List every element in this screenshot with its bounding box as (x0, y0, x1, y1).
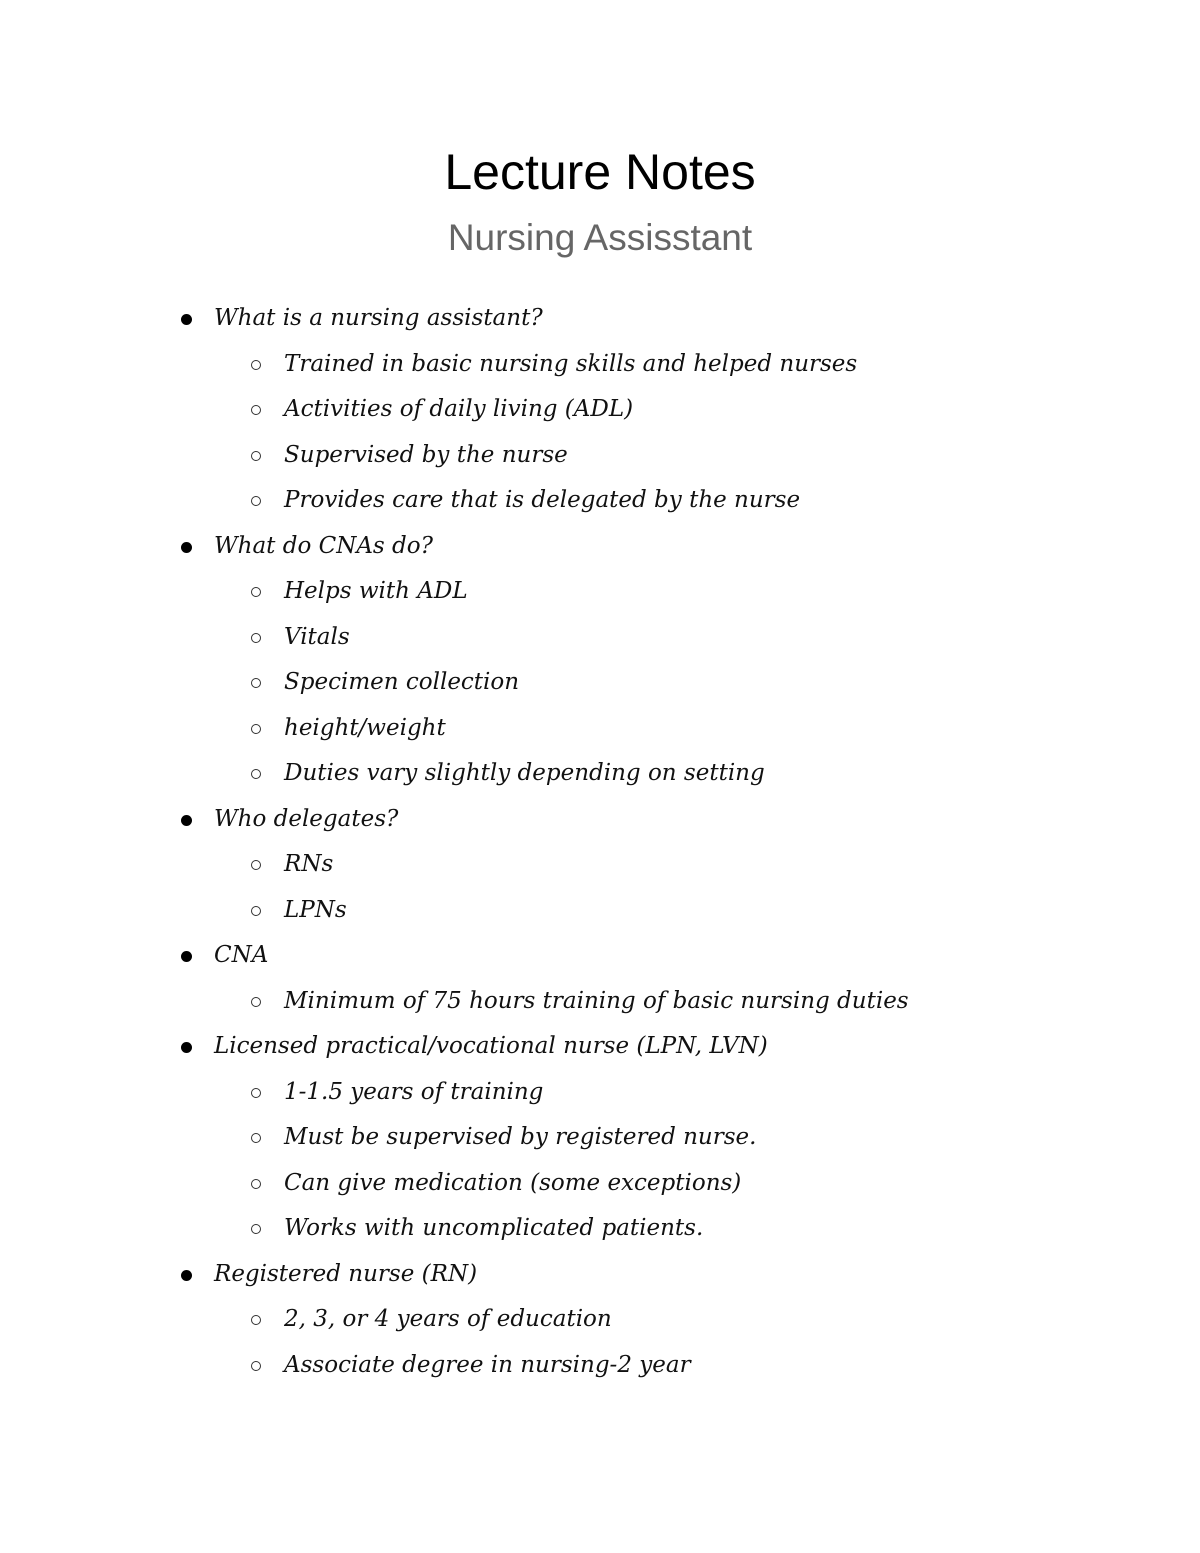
bullet-circle-icon (251, 451, 261, 461)
sub-list-item (0, 1161, 1200, 1207)
point-text: Vitals (284, 623, 350, 650)
bullet-circle-icon (251, 1224, 261, 1234)
page-subtitle: Nursing Assisstant (447, 217, 753, 258)
sub-list-item (0, 706, 1200, 752)
sub-list-item (0, 1343, 1200, 1389)
bullet-circle-icon (251, 724, 261, 734)
point-text: Specimen collection (284, 669, 520, 695)
list-item (0, 524, 1200, 570)
bullet-circle-icon (251, 360, 261, 370)
sub-list-item (0, 842, 1200, 888)
sub-list-item (0, 979, 1200, 1025)
sub-list-item (0, 888, 1200, 934)
point-text: 2, 3, or 4 years of education (284, 1306, 612, 1332)
list-item (0, 1252, 1200, 1298)
point-text: Provides care that is delegated by the nurse (284, 487, 801, 513)
sub-list-item (0, 1070, 1200, 1116)
list-item (0, 1024, 1200, 1070)
section-heading: Registered nurse (RN) (214, 1260, 478, 1287)
point-text: Trained in basic nursing skills and helped nurses (284, 350, 858, 377)
section (0, 1024, 1200, 1252)
bullet-circle-icon (251, 405, 261, 415)
section-heading: CNA (214, 942, 269, 968)
bullet-circle-icon (251, 1179, 261, 1189)
sub-list (0, 342, 1200, 524)
bullet-circle-icon (251, 633, 261, 643)
bullet-circle-icon (251, 678, 261, 688)
sub-list (0, 1070, 1200, 1252)
point-text: RNs (284, 851, 334, 877)
bullet-circle-icon (251, 997, 261, 1007)
sub-list-item (0, 342, 1200, 388)
sub-list-item (0, 660, 1200, 706)
point-text: Can give medication (some exceptions) (284, 1169, 742, 1196)
sub-list-item (0, 1115, 1200, 1161)
sub-list-item (0, 433, 1200, 479)
list-item (0, 797, 1200, 843)
sub-list-item (0, 1297, 1200, 1343)
bullet-disc-icon (181, 951, 192, 962)
bullet-circle-icon (251, 496, 261, 506)
bullet-circle-icon (251, 1088, 261, 1098)
section-heading: Who delegates? (214, 805, 399, 832)
point-text: Duties vary slightly depending on setting (284, 760, 765, 786)
sub-list-item (0, 615, 1200, 661)
section-heading: Licensed practical/vocational nurse (LPN, LVN) (214, 1033, 768, 1059)
sub-list-item (0, 569, 1200, 615)
sub-list-item (0, 1206, 1200, 1252)
bullet-circle-icon (251, 906, 261, 916)
notes-list (0, 296, 1200, 1388)
point-text: Works with uncomplicated patients. (284, 1215, 704, 1241)
list-item (0, 296, 1200, 342)
section-heading: What is a nursing assistant? (214, 305, 543, 331)
page-title: Lecture Notes (444, 144, 756, 200)
point-text: height/weight (284, 714, 446, 741)
list-item (0, 933, 1200, 979)
point-text: Minimum of 75 hours training of basic nursing duties (284, 987, 909, 1014)
sub-list-item (0, 751, 1200, 797)
bullet-circle-icon (251, 1315, 261, 1325)
bullet-disc-icon (181, 1270, 192, 1281)
point-text: Activities of daily living (ADL) (284, 396, 634, 422)
section (0, 296, 1200, 524)
sub-list-item (0, 387, 1200, 433)
section (0, 797, 1200, 934)
bullet-circle-icon (251, 1133, 261, 1143)
section-heading: What do CNAs do? (214, 532, 433, 559)
sub-list (0, 1297, 1200, 1388)
section (0, 933, 1200, 1024)
sub-list (0, 979, 1200, 1025)
bullet-disc-icon (181, 314, 192, 325)
bullet-circle-icon (251, 769, 261, 779)
point-text: Helps with ADL (284, 578, 468, 604)
point-text: Supervised by the nurse (284, 441, 568, 468)
bullet-circle-icon (251, 587, 261, 597)
bullet-circle-icon (251, 1361, 261, 1371)
sub-list-item (0, 478, 1200, 524)
sub-list (0, 842, 1200, 933)
bullet-disc-icon (181, 1042, 192, 1053)
bullet-disc-icon (181, 815, 192, 826)
point-text: Associate degree in nursing-2 year (284, 1351, 691, 1378)
bullet-disc-icon (181, 542, 192, 553)
section (0, 1252, 1200, 1389)
point-text: Must be supervised by registered nurse. (284, 1124, 757, 1150)
point-text: 1-1.5 years of training (284, 1078, 544, 1105)
sub-list (0, 569, 1200, 797)
bullet-circle-icon (251, 860, 261, 870)
section (0, 524, 1200, 797)
point-text: LPNs (284, 896, 347, 923)
